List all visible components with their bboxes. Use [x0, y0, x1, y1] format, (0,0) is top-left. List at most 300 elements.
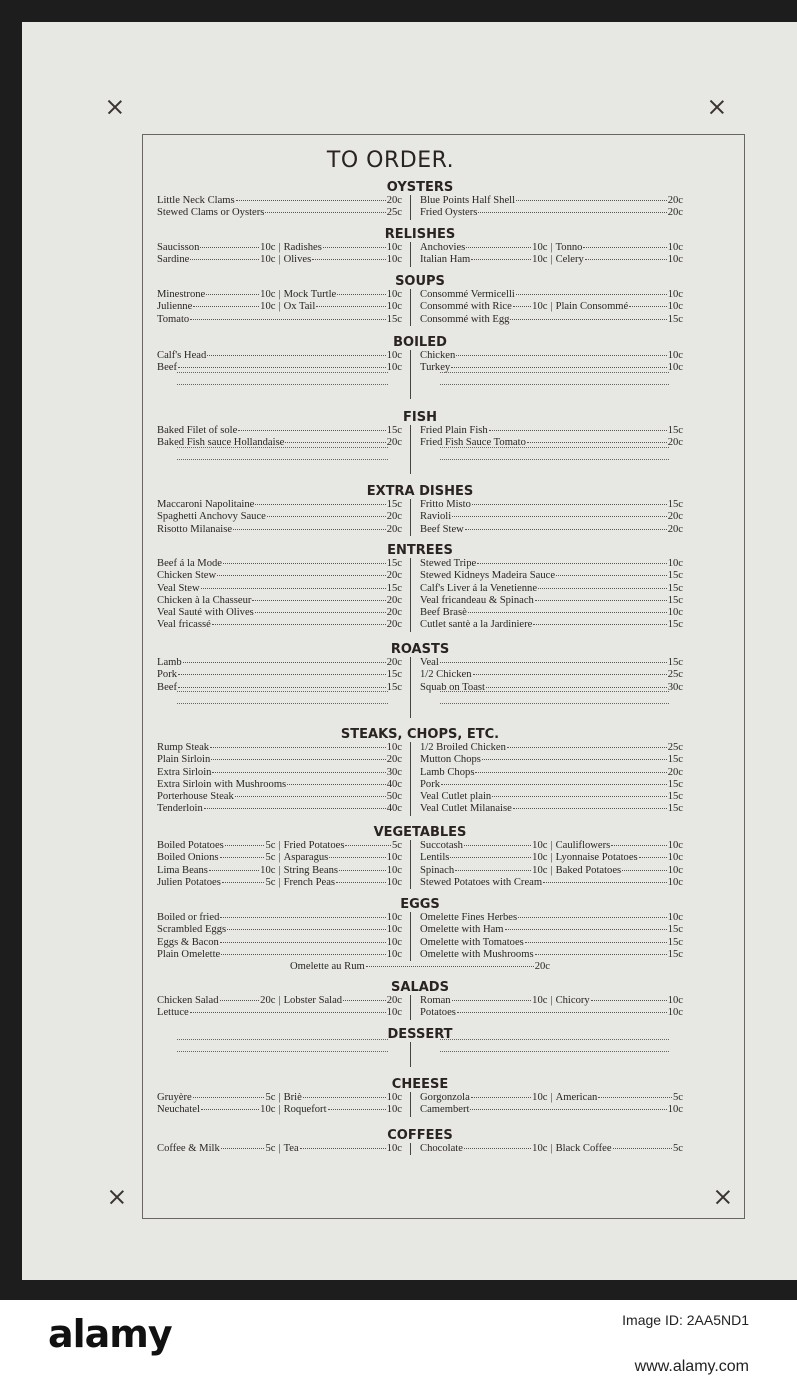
dotted-leader	[452, 516, 667, 517]
item-name: Ox Tail	[283, 301, 316, 313]
dotted-leader	[464, 1148, 531, 1149]
dotted-leader	[585, 259, 667, 260]
right-column	[410, 583, 683, 595]
menu-item	[157, 499, 402, 511]
menu-item	[284, 254, 402, 266]
dotted-leader	[513, 306, 531, 307]
dotted-leader	[440, 384, 669, 385]
left-column	[157, 852, 410, 864]
column-separator: |	[278, 1092, 281, 1103]
item-name: Radishes	[283, 242, 322, 253]
menu-item	[157, 912, 402, 924]
item-name: Pork	[420, 778, 441, 790]
menu-item	[420, 1143, 547, 1155]
item-price: 10c	[532, 1143, 548, 1154]
menu-item	[420, 949, 683, 961]
item-price: 20c	[386, 523, 402, 535]
dotted-leader	[450, 857, 531, 858]
item-name: Eggs & Bacon	[157, 936, 219, 948]
section-title: CHEESE	[391, 1077, 449, 1092]
item-price: 20c	[667, 195, 683, 206]
menu-row	[157, 437, 683, 449]
item-price: 10c	[386, 1007, 402, 1019]
menu-row	[157, 254, 683, 266]
menu-section-fish	[157, 410, 683, 474]
column-separator: |	[550, 864, 553, 876]
item-price: 15c	[667, 948, 683, 960]
menu-row	[157, 937, 683, 949]
section-title: ROASTS	[390, 642, 450, 657]
blank-entry-line	[410, 1042, 683, 1054]
item-price: 10c	[386, 1092, 402, 1103]
dotted-leader	[527, 442, 667, 443]
dotted-leader	[516, 294, 667, 295]
item-name: Sardine	[157, 254, 190, 266]
dotted-leader	[190, 259, 259, 260]
section-title: VEGETABLES	[373, 825, 467, 840]
item-price: 15c	[667, 936, 683, 948]
right-column	[410, 289, 683, 301]
dotted-leader	[478, 212, 666, 213]
item-price: 15c	[386, 499, 402, 510]
left-column	[157, 437, 410, 449]
item-name: Spinach	[420, 864, 455, 876]
left-column	[157, 583, 410, 595]
dotted-leader	[538, 588, 667, 589]
menu-row	[157, 207, 683, 219]
right-column	[410, 362, 683, 374]
dotted-leader	[201, 1109, 259, 1110]
dotted-leader	[466, 247, 531, 248]
item-name: Porterhouse Steak	[157, 791, 234, 803]
item-price: 10c	[386, 301, 402, 313]
menu-item	[556, 995, 683, 1007]
item-name: Beef	[157, 362, 177, 374]
dotted-leader	[210, 747, 386, 748]
item-price: 20c	[386, 754, 402, 766]
menu-item	[157, 207, 402, 219]
item-price: 15c	[667, 582, 683, 594]
dotted-leader	[177, 384, 388, 385]
right-column	[410, 682, 683, 694]
menu-item	[420, 570, 683, 582]
menu-item	[420, 607, 683, 619]
item-price: 10c	[532, 301, 548, 313]
menu-item	[157, 924, 402, 936]
item-name: Celery	[555, 254, 584, 266]
section-title: RELISHES	[384, 227, 456, 242]
item-name: Coffee & Milk	[157, 1143, 220, 1154]
item-price: 15c	[386, 558, 402, 569]
menu-row	[157, 657, 683, 669]
menu-item	[284, 852, 402, 864]
menu-item	[420, 583, 683, 595]
item-price: 10c	[386, 1143, 402, 1154]
menu-item	[420, 254, 547, 266]
dotted-leader	[212, 772, 385, 773]
item-name: Veal Cutlet Milanaise	[420, 803, 512, 815]
menu-row	[157, 314, 683, 326]
menu-item	[420, 242, 547, 254]
menu-item	[157, 195, 402, 207]
dotted-leader	[345, 845, 391, 846]
dotted-leader	[178, 687, 386, 688]
menu-row	[157, 1143, 683, 1155]
menu-row	[157, 195, 683, 207]
left-column	[157, 242, 410, 254]
dotted-leader	[452, 1000, 532, 1001]
item-price: 10c	[386, 362, 402, 374]
right-column	[410, 301, 683, 313]
item-price: 10c	[386, 254, 402, 266]
item-price: 15c	[667, 594, 683, 606]
item-name: Beef Stew	[420, 523, 464, 535]
menu-item	[420, 995, 547, 1007]
item-name: Spaghetti Anchovy Sauce	[157, 511, 266, 523]
right-column	[410, 754, 683, 766]
section-title: ENTREES	[387, 543, 453, 558]
dotted-leader	[468, 612, 667, 613]
blank-entry-line	[157, 450, 410, 462]
dotted-leader	[209, 870, 259, 871]
item-name: Turkey	[420, 362, 451, 374]
dotted-leader	[238, 430, 385, 431]
item-name: Scrambled Eggs	[157, 924, 227, 936]
menu-row	[157, 694, 683, 706]
blank-entry-line	[157, 694, 410, 706]
item-name: Stewed Tripe	[420, 558, 477, 569]
item-price: 40c	[386, 803, 402, 815]
column-separator: |	[550, 840, 553, 851]
item-price: 10c	[260, 242, 276, 253]
item-name: Briè	[283, 1092, 302, 1103]
menu-item	[420, 754, 683, 766]
right-column	[410, 803, 683, 815]
dotted-leader	[489, 430, 667, 431]
item-name: Omelette au Rum	[290, 961, 365, 973]
right-column	[410, 877, 683, 889]
item-price: 5c	[673, 1143, 683, 1154]
item-name: Ravioli	[420, 511, 452, 523]
menu-row	[157, 865, 683, 877]
column-separator: |	[550, 852, 553, 864]
menu-row	[157, 425, 683, 437]
alamy-logo: alamy	[48, 1312, 172, 1356]
dotted-leader	[455, 870, 531, 871]
menu-item	[420, 595, 683, 607]
menu-row	[157, 742, 683, 754]
menu-section-vegetables	[157, 825, 683, 889]
menu-item	[420, 619, 683, 631]
blank-entry-line	[157, 375, 410, 387]
column-separator: |	[278, 301, 281, 313]
item-name: Plain Sirloin	[157, 754, 211, 766]
menu-item	[157, 607, 402, 619]
dotted-leader	[221, 954, 385, 955]
dotted-leader	[200, 247, 259, 248]
dotted-leader	[470, 1109, 666, 1110]
item-price: 20c	[386, 511, 402, 523]
item-price: 10c	[667, 289, 683, 300]
dotted-leader	[583, 247, 666, 248]
item-price: 10c	[667, 912, 683, 923]
right-column	[410, 852, 683, 864]
menu-item	[420, 852, 547, 864]
item-name: Veal fricassé	[157, 619, 211, 631]
menu-row	[157, 362, 683, 374]
right-column	[410, 949, 683, 961]
item-name: Chicken Stew	[157, 570, 217, 582]
dotted-leader	[440, 459, 669, 460]
dotted-leader	[440, 1051, 669, 1052]
item-name: Anchovies	[420, 242, 466, 253]
dotted-leader	[177, 372, 388, 373]
menu-item	[420, 499, 683, 511]
item-name: Beef Brasè	[420, 607, 467, 619]
menu-section-salads	[157, 980, 683, 1020]
left-column	[157, 619, 410, 631]
section-title: EGGS	[400, 897, 440, 912]
dotted-leader	[482, 759, 667, 760]
menu-item	[157, 254, 275, 266]
menu-item	[157, 657, 402, 669]
menu-item	[556, 301, 683, 313]
dotted-leader	[451, 367, 666, 368]
item-price: 20c	[667, 511, 683, 523]
item-name: Lyonnaise Potatoes	[555, 852, 638, 864]
dotted-leader	[255, 504, 385, 505]
dotted-leader	[339, 870, 386, 871]
dotted-leader	[328, 1109, 386, 1110]
item-name: Veal fricandeau & Spinach	[420, 594, 534, 606]
section-title: SALADS	[391, 980, 449, 995]
menu-item	[284, 1104, 402, 1116]
menu-row	[157, 877, 683, 889]
item-price: 10c	[667, 254, 683, 266]
item-name: Maccaroni Napolitaine	[157, 499, 255, 510]
section-title: BOILED	[393, 335, 447, 350]
item-price: 25c	[667, 742, 683, 753]
menu-item	[420, 803, 683, 815]
item-price: 20c	[386, 995, 402, 1006]
dotted-leader	[285, 442, 385, 443]
menu-row	[157, 803, 683, 815]
menu-item	[420, 350, 683, 362]
menu-item	[157, 595, 402, 607]
item-name: Black Coffee	[555, 1143, 612, 1154]
dotted-leader	[312, 259, 385, 260]
dotted-leader	[639, 857, 667, 858]
menu-item	[420, 742, 683, 754]
menu-item	[157, 314, 402, 326]
item-price: 15c	[667, 803, 683, 815]
right-column	[410, 511, 683, 523]
blank-entry-line	[157, 1054, 410, 1066]
dotted-leader	[507, 747, 667, 748]
right-column	[410, 1104, 683, 1116]
item-name: Neuchatel	[157, 1104, 200, 1116]
dotted-leader	[233, 529, 386, 530]
menu-item	[157, 779, 402, 791]
item-name: Fried Plain Fish	[420, 425, 488, 436]
right-column	[410, 619, 683, 631]
right-column	[410, 840, 683, 852]
item-name: Saucisson	[157, 242, 200, 253]
menu-item	[420, 437, 683, 449]
item-price: 10c	[667, 607, 683, 619]
right-column	[410, 207, 683, 219]
left-column	[157, 350, 410, 362]
dotted-leader	[220, 917, 385, 918]
item-price: 15c	[386, 313, 402, 325]
left-column	[157, 254, 410, 266]
item-name: Minestrone	[157, 289, 206, 300]
menu-item	[157, 754, 402, 766]
menu-item	[420, 511, 683, 523]
item-name: Mock Turtle	[283, 289, 337, 300]
item-name: Lettuce	[157, 1007, 189, 1019]
dotted-leader	[510, 319, 666, 320]
item-price: 15c	[667, 754, 683, 766]
menu-row	[157, 961, 683, 973]
left-column	[157, 803, 410, 815]
right-column	[410, 791, 683, 803]
menu-row	[157, 1092, 683, 1104]
right-column	[410, 1092, 683, 1104]
item-price: 5c	[392, 840, 402, 851]
item-price: 10c	[386, 948, 402, 960]
blank-entry-line	[157, 462, 410, 474]
right-column	[410, 499, 683, 511]
item-name: Tenderloin	[157, 803, 203, 815]
menu-item	[420, 1007, 683, 1019]
right-column	[410, 924, 683, 936]
item-price: 15c	[667, 657, 683, 668]
menu-item	[290, 961, 550, 973]
item-name: 1/2 Broiled Chicken	[420, 742, 506, 753]
dotted-leader	[177, 703, 388, 704]
menu-row	[157, 791, 683, 803]
dotted-leader	[477, 563, 666, 564]
menu-item	[284, 1092, 402, 1104]
dotted-leader	[505, 929, 667, 930]
dotted-leader	[472, 504, 667, 505]
item-name: Risotto Milanaise	[157, 523, 233, 535]
menu-row	[157, 499, 683, 511]
right-column	[410, 657, 683, 669]
left-column	[157, 558, 410, 570]
menu-item	[157, 289, 275, 301]
item-price: 20c	[386, 570, 402, 582]
menu-item	[420, 912, 683, 924]
item-price: 20c	[386, 437, 402, 449]
menu-row	[157, 511, 683, 523]
menu-item	[420, 558, 683, 570]
menu-row	[157, 924, 683, 936]
menu-section-oysters	[157, 180, 683, 220]
menu-item	[157, 1143, 275, 1155]
dotted-leader	[329, 857, 385, 858]
menu-row	[157, 840, 683, 852]
menu-item	[157, 558, 402, 570]
section-title: SOUPS	[395, 274, 445, 289]
item-price: 30c	[667, 681, 683, 693]
item-price: 5c	[265, 852, 276, 864]
menu-item	[157, 1104, 275, 1116]
right-column	[410, 779, 683, 791]
menu-item	[420, 425, 683, 437]
menu-item	[284, 289, 402, 301]
item-name: Beef á la Mode	[157, 558, 223, 569]
menu-item	[157, 669, 402, 681]
blank-entry-line	[410, 706, 683, 718]
right-column	[410, 437, 683, 449]
left-column	[157, 791, 410, 803]
item-price: 5c	[673, 1092, 683, 1103]
menu-row	[157, 583, 683, 595]
item-name: Fritto Misto	[420, 499, 471, 510]
menu-item	[420, 289, 683, 301]
left-column	[157, 595, 410, 607]
item-name: Lamb Chops	[420, 766, 475, 778]
item-price: 20c	[534, 961, 550, 973]
menu-row	[157, 912, 683, 924]
menu-section-extra-dishes	[157, 484, 683, 536]
menu-row	[157, 682, 683, 694]
menu-item	[157, 1092, 275, 1104]
menu-row	[157, 619, 683, 631]
item-price: 25c	[386, 207, 402, 219]
stock-footer	[0, 1300, 797, 1390]
site-url: www.alamy.com	[634, 1358, 749, 1375]
item-name: Cutlet santè a la Jardiniere	[420, 619, 533, 631]
dotted-leader	[178, 674, 386, 675]
item-price: 10c	[386, 289, 402, 300]
dotted-leader	[456, 355, 666, 356]
item-price: 10c	[532, 242, 548, 253]
right-column	[410, 425, 683, 437]
dotted-leader	[193, 306, 259, 307]
item-name: Baked Filet of sole	[157, 425, 238, 436]
item-price: 10c	[667, 876, 683, 888]
item-price: 10c	[667, 864, 683, 876]
menu-item	[157, 1007, 402, 1019]
dotted-leader	[211, 759, 385, 760]
item-price: 20c	[386, 607, 402, 619]
dotted-leader	[177, 459, 388, 460]
item-price: 10c	[667, 362, 683, 374]
item-name: Fried Fish Sauce Tomato	[420, 437, 526, 449]
item-name: Rump Steak	[157, 742, 210, 753]
menu-item	[420, 524, 683, 536]
menu-item	[420, 791, 683, 803]
menu-item	[420, 1092, 547, 1104]
item-price: 10c	[667, 558, 683, 569]
dotted-leader	[556, 575, 667, 576]
dotted-leader	[183, 662, 386, 663]
item-name: Asparagus	[283, 852, 329, 864]
item-name: Julien Potatoes	[157, 876, 221, 888]
menu-row	[157, 558, 683, 570]
menu-item	[556, 865, 683, 877]
item-name: Julienne	[157, 301, 193, 313]
dotted-leader	[236, 200, 386, 201]
right-column	[410, 607, 683, 619]
item-name: Lobster Salad	[283, 995, 343, 1006]
right-column	[410, 912, 683, 924]
menu-item	[157, 583, 402, 595]
item-price: 20c	[386, 657, 402, 668]
